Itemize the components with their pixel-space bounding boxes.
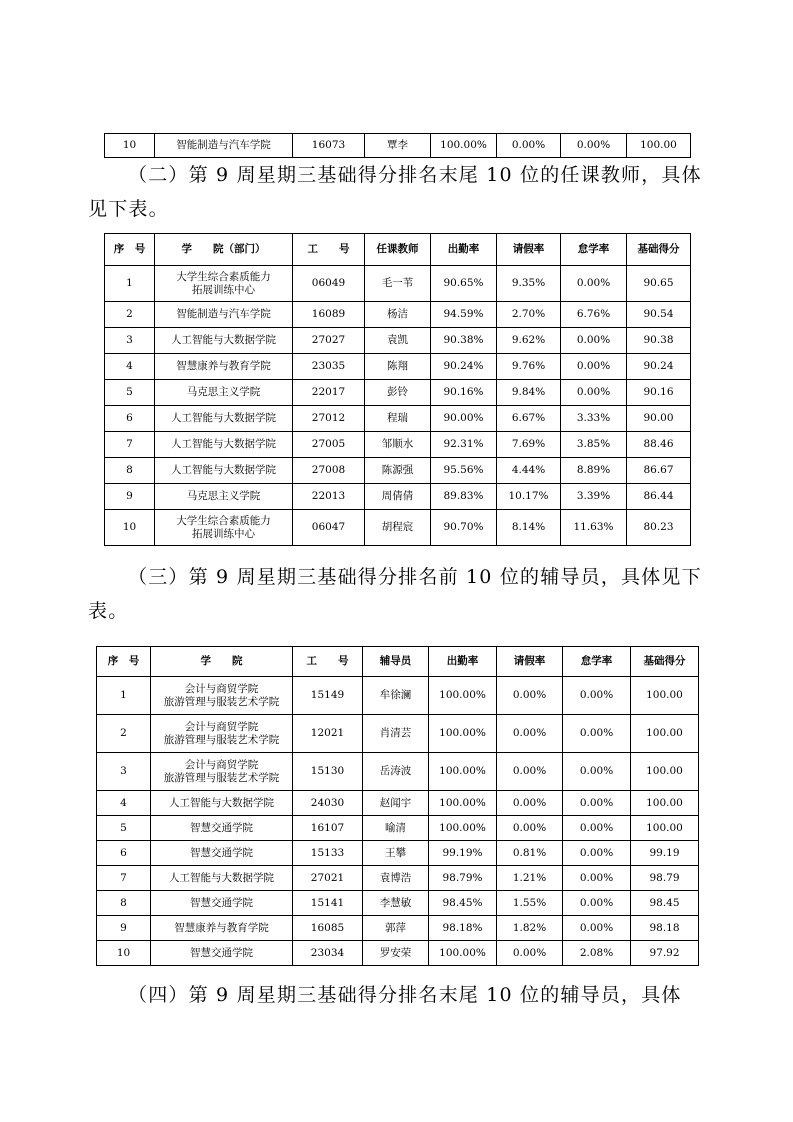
table-cell: 牟徐澜 [363,677,429,715]
table-cell: 10 [105,134,155,158]
table-cell: 8.89% [561,458,627,484]
table-cell: 5 [97,816,151,841]
table-row [105,510,691,546]
table-cell: 智能制造与汽车学院 [155,302,293,328]
teacher-bottom-10-table [104,233,691,546]
table-cell: 8.14% [497,510,561,546]
table-cell: 97.92 [631,941,699,966]
table-cell: 15130 [293,753,363,791]
table-cell: 智能制造与汽车学院 [155,134,293,158]
column-header: 怠学率 [561,234,627,266]
table-cell: 陈源强 [365,458,431,484]
table-cell: 2.70% [497,302,561,328]
table-cell: 罗安荣 [363,941,429,966]
table-cell: 1.55% [497,891,563,916]
table-cell: 90.65% [431,266,497,302]
table-cell: 98.45% [429,891,497,916]
table-cell: 人工智能与大数据学院 [155,328,293,354]
table-cell: 99.19 [631,841,699,866]
table-cell: 杨洁 [365,302,431,328]
table-cell: 23034 [293,941,363,966]
table-cell: 人工智能与大数据学院 [155,458,293,484]
table-row [105,302,691,328]
table-cell: 88.46 [627,432,691,458]
table-cell: 9.62% [497,328,561,354]
table-cell: 3.39% [561,484,627,510]
table-cell: 95.56% [431,458,497,484]
table-cell: 会计与商贸学院 旅游管理与服装艺术学院 [151,715,293,753]
table-row [97,941,699,966]
table-cell: 16073 [293,134,365,158]
table-cell: 27021 [293,866,363,891]
table-cell: 7 [97,866,151,891]
table-cell: 周倩倩 [365,484,431,510]
table-cell: 郭萍 [363,916,429,941]
table-cell: 王攀 [363,841,429,866]
table-cell: 15133 [293,841,363,866]
table-cell: 9.76% [497,354,561,380]
column-header: 怠学率 [563,647,631,677]
table-cell: 15149 [293,677,363,715]
table-row [97,891,699,916]
table-row [97,816,699,841]
table-cell: 100.00% [431,134,497,158]
table-cell: 90.38 [627,328,691,354]
column-header: 请假率 [497,647,563,677]
table-cell: 86.44 [627,484,691,510]
table-cell: 99.19% [429,841,497,866]
table-cell: 16107 [293,816,363,841]
column-header: 工 号 [293,234,365,266]
table-cell: 27012 [293,406,365,432]
table-cell: 3.85% [561,432,627,458]
table-cell: 1.82% [497,916,563,941]
table-cell: 人工智能与大数据学院 [155,406,293,432]
table-row [105,406,691,432]
table-cell: 98.79% [429,866,497,891]
table-cell: 人工智能与大数据学院 [155,432,293,458]
table-row [105,328,691,354]
table-row [97,791,699,816]
table-row [97,866,699,891]
table-cell: 27005 [293,432,365,458]
table-cell: 22013 [293,484,365,510]
column-header: 基础得分 [627,234,691,266]
table-cell: 马克思主义学院 [155,484,293,510]
table-cell: 1 [97,677,151,715]
table-cell: 0.00% [497,715,563,753]
table-cell: 100.00 [631,715,699,753]
table-row [105,266,691,302]
table-cell: 11.63% [561,510,627,546]
table-cell: 0.00% [561,134,627,158]
table-cell: 7 [105,432,155,458]
table-cell: 覃李 [365,134,431,158]
table-cell: 2 [97,715,151,753]
table-cell: 0.00% [563,715,631,753]
table-cell: 毛一苇 [365,266,431,302]
table-cell: 智慧交通学院 [151,941,293,966]
table-row [105,380,691,406]
table-cell: 16085 [293,916,363,941]
table-cell: 程瑞 [365,406,431,432]
table-cell: 大学生综合素质能力 拓展训练中心 [155,266,293,302]
table-cell: 0.00% [563,916,631,941]
table-cell: 0.00% [497,134,561,158]
table-cell: 90.00 [627,406,691,432]
table-cell: 94.59% [431,302,497,328]
table-cell: 100.00 [631,677,699,715]
table-cell: 赵闻宇 [363,791,429,816]
column-header: 辅导员 [363,647,429,677]
table-cell: 2 [105,302,155,328]
table-cell: 92.31% [431,432,497,458]
section-2-heading: （二）第 9 周星期三基础得分排名末尾 10 位的任课教师，具体见下表。 [88,164,702,220]
table-cell: 马克思主义学院 [155,380,293,406]
table-cell: 06047 [293,510,365,546]
table-cell: 8 [97,891,151,916]
table-cell: 10.17% [497,484,561,510]
section-4-heading: （四）第 9 周星期三基础得分排名末尾 10 位的辅导员，具体 [128,984,682,1006]
table-cell: 6 [97,841,151,866]
table-cell: 岳涛波 [363,753,429,791]
table-cell: 98.18% [429,916,497,941]
table-cell: 90.16 [627,380,691,406]
table-cell: 27027 [293,328,365,354]
table-cell: 0.00% [561,266,627,302]
table-cell: 9 [97,916,151,941]
table-cell: 10 [105,510,155,546]
column-header: 出勤率 [429,647,497,677]
table-cell: 100.00 [631,753,699,791]
table-cell: 邹顺水 [365,432,431,458]
table-cell: 90.38% [431,328,497,354]
table-cell: 0.00% [563,791,631,816]
table-cell: 4 [97,791,151,816]
table-cell: 0.00% [563,816,631,841]
table-cell: 0.00% [563,866,631,891]
table-cell: 1 [105,266,155,302]
table-row [97,753,699,791]
table-cell: 98.79 [631,866,699,891]
table-cell: 10 [97,941,151,966]
table-cell: 6.76% [561,302,627,328]
table-cell: 06049 [293,266,365,302]
table-cell: 100.00% [429,941,497,966]
table-cell: 100.00% [429,816,497,841]
table-cell: 0.00% [563,753,631,791]
table-cell: 会计与商贸学院 旅游管理与服装艺术学院 [151,677,293,715]
table-cell: 89.83% [431,484,497,510]
table-cell: 2.08% [563,941,631,966]
table-cell: 0.00% [563,841,631,866]
table-cell: 15141 [293,891,363,916]
table-cell: 5 [105,380,155,406]
table-cell: 3.33% [561,406,627,432]
table-cell: 智慧交通学院 [151,891,293,916]
table-cell: 0.00% [497,753,563,791]
table-row [97,841,699,866]
table-cell: 100.00% [429,791,497,816]
table-cell: 90.54 [627,302,691,328]
table-cell: 智慧交通学院 [151,841,293,866]
table-row [105,484,691,510]
table-row [105,134,691,158]
table-cell: 0.00% [563,677,631,715]
table-cell: 100.00 [631,816,699,841]
table-row [97,677,699,715]
table-cell: 7.69% [497,432,561,458]
table-cell: 肖清芸 [363,715,429,753]
table-cell: 胡程宸 [365,510,431,546]
table-cell: 0.00% [563,891,631,916]
table-cell: 98.45 [631,891,699,916]
table-cell: 0.00% [497,677,563,715]
column-header: 序 号 [97,647,151,677]
previous-ranking-table-tail [104,133,691,158]
section-3-heading: （三）第 9 周星期三基础得分排名前 10 位的辅导员，具体见下表。 [88,566,702,622]
table-cell: 100.00% [429,753,497,791]
table-cell: 4 [105,354,155,380]
column-header: 学 院（部门） [155,234,293,266]
column-header: 请假率 [497,234,561,266]
table-cell: 3 [105,328,155,354]
table-cell: 90.24% [431,354,497,380]
table-cell: 0.00% [497,941,563,966]
table-cell: 22017 [293,380,365,406]
column-header: 出勤率 [431,234,497,266]
table-cell: 9.84% [497,380,561,406]
table-cell: 1.21% [497,866,563,891]
table-row [97,715,699,753]
table-row [105,458,691,484]
table-cell: 9 [105,484,155,510]
column-header: 序 号 [105,234,155,266]
column-header: 学 院 [151,647,293,677]
table-cell: 智慧康养与教育学院 [155,354,293,380]
table-cell: 0.00% [561,328,627,354]
counselor-top-10-table [96,646,699,966]
table-cell: 李慧敏 [363,891,429,916]
table-cell: 9.35% [497,266,561,302]
table-cell: 6 [105,406,155,432]
table-cell: 0.00% [561,380,627,406]
table-cell: 27008 [293,458,365,484]
table-cell: 8 [105,458,155,484]
table-cell: 智慧交通学院 [151,816,293,841]
table-cell: 陈翔 [365,354,431,380]
table-cell: 12021 [293,715,363,753]
table-cell: 100.00 [631,791,699,816]
table-cell: 80.23 [627,510,691,546]
table-cell: 0.00% [561,354,627,380]
table-cell: 90.16% [431,380,497,406]
table-cell: 喻清 [363,816,429,841]
table-cell: 90.65 [627,266,691,302]
table-cell: 人工智能与大数据学院 [151,791,293,816]
table-cell: 0.00% [497,816,563,841]
table-cell: 23035 [293,354,365,380]
table-cell: 100.00% [429,715,497,753]
table-cell: 3 [97,753,151,791]
table-cell: 彭铃 [365,380,431,406]
table-cell: 0.81% [497,841,563,866]
table-cell: 0.00% [497,791,563,816]
table-cell: 24030 [293,791,363,816]
table-cell: 6.67% [497,406,561,432]
table-row [105,432,691,458]
table-cell: 16089 [293,302,365,328]
table-cell: 会计与商贸学院 旅游管理与服装艺术学院 [151,753,293,791]
table-cell: 袁凯 [365,328,431,354]
table-cell: 98.18 [631,916,699,941]
table-cell: 智慧康养与教育学院 [151,916,293,941]
table-row [105,354,691,380]
table-cell: 90.00% [431,406,497,432]
table-row [97,916,699,941]
table-cell: 袁博浩 [363,866,429,891]
table-cell: 100.00% [429,677,497,715]
table-cell: 大学生综合素质能力 拓展训练中心 [155,510,293,546]
table-cell: 100.00 [627,134,691,158]
column-header: 基础得分 [631,647,699,677]
column-header: 工 号 [293,647,363,677]
column-header: 任课教师 [365,234,431,266]
table-cell: 90.70% [431,510,497,546]
table-cell: 4.44% [497,458,561,484]
table-cell: 人工智能与大数据学院 [151,866,293,891]
table-cell: 86.67 [627,458,691,484]
table-cell: 90.24 [627,354,691,380]
